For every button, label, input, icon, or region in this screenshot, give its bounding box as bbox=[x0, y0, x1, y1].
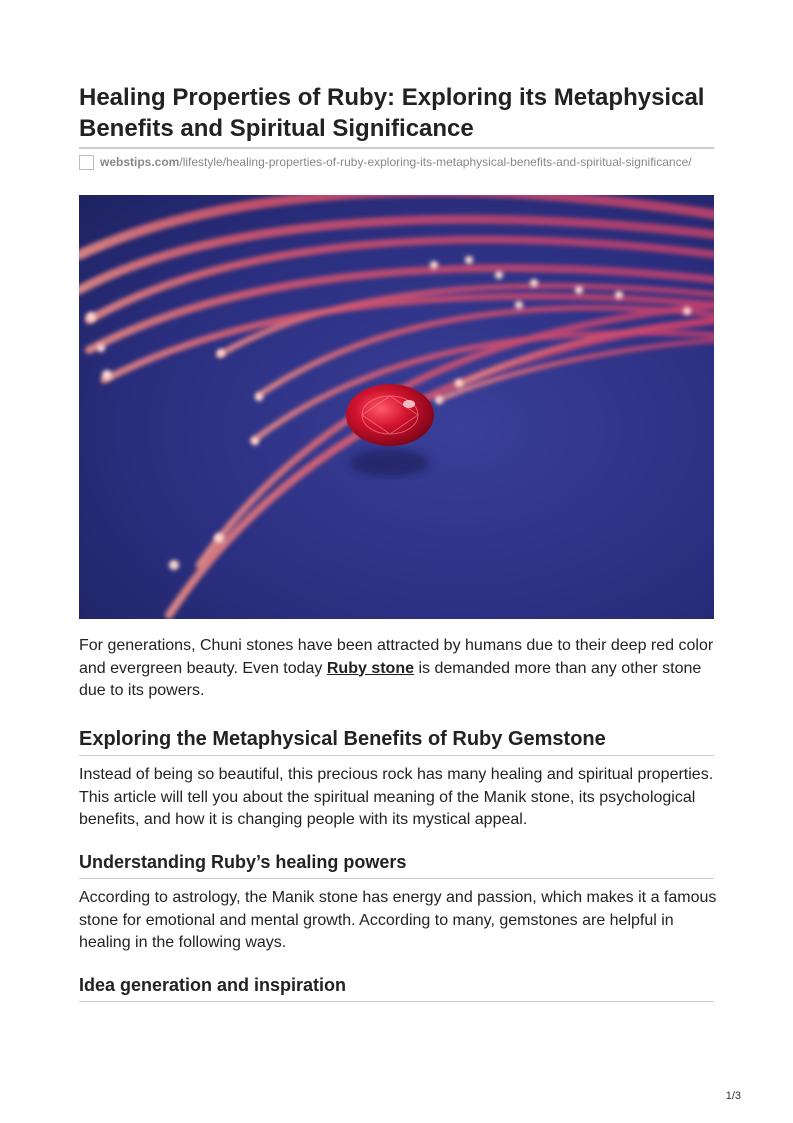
section-heading-healing-powers: Understanding Ruby’s healing powers bbox=[79, 852, 407, 872]
ruby-stone-link[interactable]: Ruby stone bbox=[326, 659, 414, 677]
section-divider bbox=[79, 755, 714, 756]
page-number: 1/3 bbox=[725, 1090, 741, 1102]
source-url[interactable] bbox=[79, 153, 692, 171]
section-divider bbox=[79, 878, 714, 879]
intro-paragraph bbox=[79, 635, 719, 703]
section-paragraph-metaphysical: Instead of being so beautiful, this precious rock has many healing and spiritual properties. This article will tell you about the spiritual meaning of the Manik stone, its psychological benefits, and how it is changing people with its mystical appeal. bbox=[79, 766, 714, 828]
section-paragraph-healing-powers: According to astrology, the Manik stone has energy and passion, which makes it a famous stone for emotional and mental growth. According to many, gemstones are helpful in healing in the following ways. bbox=[79, 889, 717, 951]
favicon-icon bbox=[79, 155, 94, 170]
section-heading-idea-generation: Idea generation and inspiration bbox=[79, 975, 347, 995]
title-divider bbox=[79, 147, 714, 149]
url-host: webstips.com bbox=[100, 155, 180, 169]
url-link[interactable] bbox=[100, 155, 692, 169]
section-divider bbox=[79, 1001, 714, 1002]
url-path: /lifestyle/healing-properties-of-ruby-exploring-its-metaphysical-benefits-and-spiritual-significance/ bbox=[179, 155, 692, 169]
section-heading-metaphysical: Exploring the Metaphysical Benefits of Ruby Gemstone bbox=[79, 728, 606, 750]
page-title: Healing Properties of Ruby: Exploring its Metaphysical Benefits and Spiritual Significance bbox=[79, 84, 705, 142]
hero-image bbox=[79, 195, 714, 619]
intro-text-after: is demanded more than any other stone due to its powers. bbox=[79, 659, 702, 699]
intro-text-before: For generations, Chuni stones have been attracted by humans due to their deep red color and evergreen beauty. Even today bbox=[79, 637, 714, 677]
